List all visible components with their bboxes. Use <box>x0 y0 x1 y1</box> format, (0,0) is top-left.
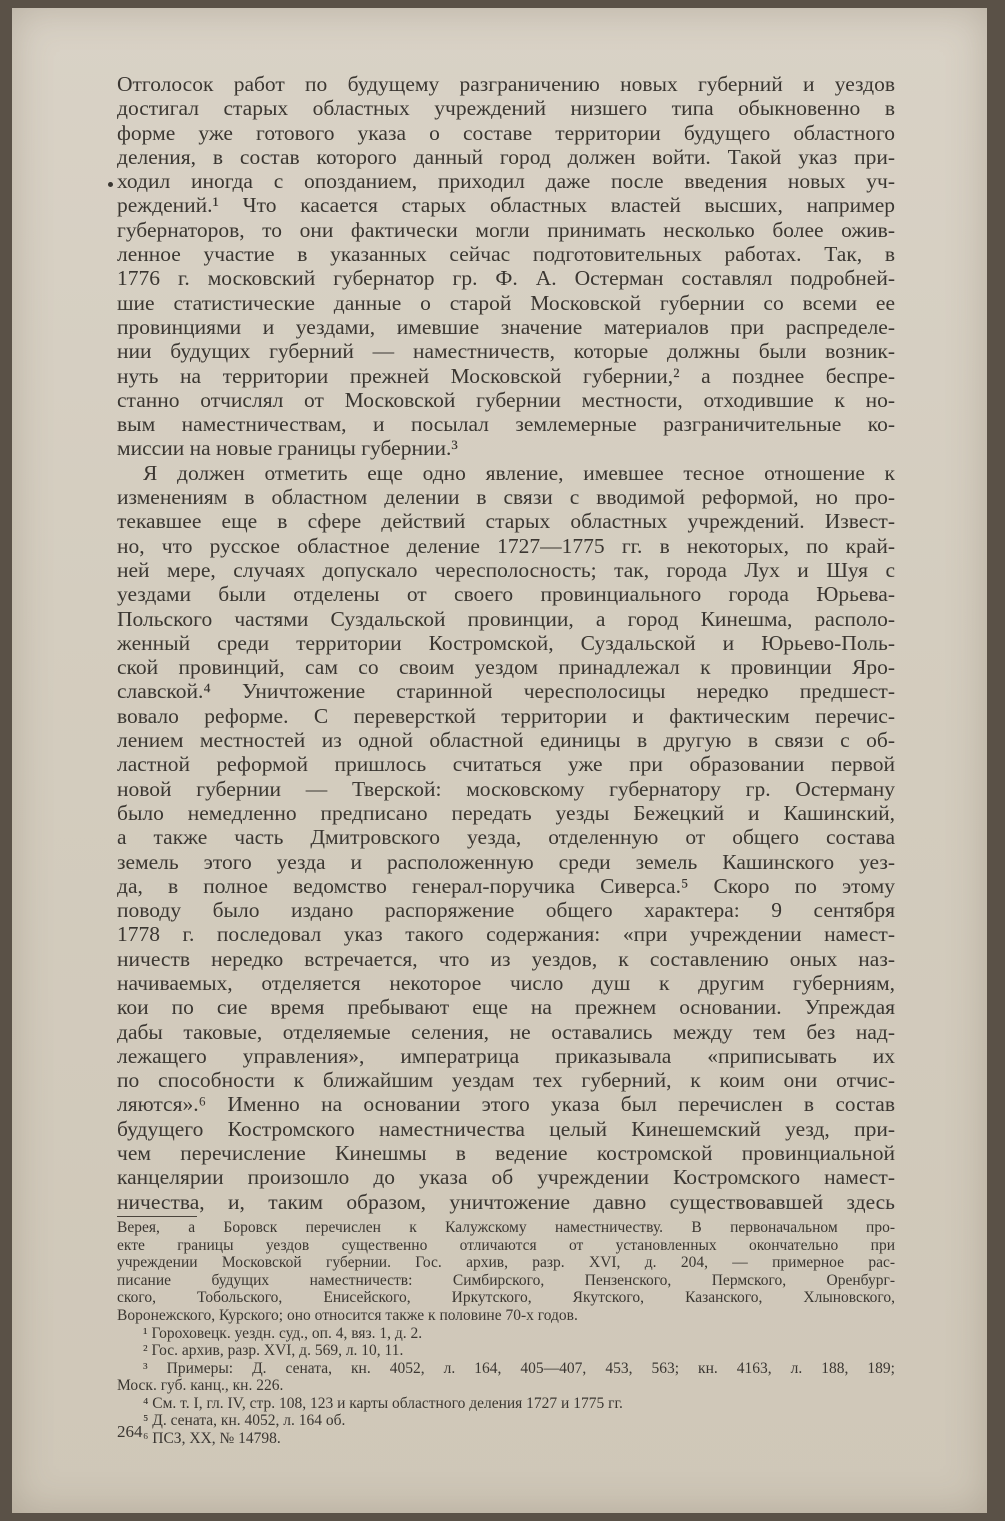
text-line-2: достигал старых областных учреждений низшего типа обыкновенно в <box>117 96 895 121</box>
footnote-line-11: ⁴ См. т. I, гл. IV, стр. 108, 123 и карты областного деления 1727 и 1775 гг. <box>143 1394 623 1412</box>
text-line-29: ластной реформой пришлось считаться уже при образовании первой <box>117 752 895 777</box>
text-line-31: было немедленно предписано передать уезды Бежецкий и Кашинский, <box>117 800 895 825</box>
text-line-16: миссии на новые границы губернии.³ <box>117 436 458 461</box>
text-line-44: будущего Костромского наместничества целый Кинешемский уезд, при- <box>117 1116 895 1141</box>
text-line-7: губернаторов, то они фактически могли принимать несколько более ожив- <box>117 217 895 242</box>
text-line-32: а также часть Дмитровского уезда, отделенную от общего состава <box>117 825 895 850</box>
text-line-14: станно отчислял от Московской губернии местности, отходившие к но- <box>117 387 895 412</box>
footnote-line-6: Воронежского, Курского; оно относится также к половине 70-х годов. <box>117 1306 578 1324</box>
text-line-13: нуть на территории прежней Московской губернии,² а позднее беспре- <box>117 363 895 388</box>
text-line-11: провинциями и уездами, имевшие значение материалов при распределе- <box>117 314 895 339</box>
text-line-35: поводу было издано распоряжение общего характера: 9 сентября <box>117 898 895 923</box>
footnote-line-1: Верея, а Боровск перечислен к Калужскому наместничеству. В первоначальном про- <box>117 1218 895 1236</box>
text-line-28: лением местностей из одной областной единицы в другую в связи с об- <box>117 728 895 753</box>
text-line-34: да, в полное ведомство генерал-поручика Сиверса.⁵ Скоро по этому <box>117 873 895 898</box>
footnote-line-7: ¹ Гороховецк. уездн. суд., оп. 4, вяз. 1, д. 2. <box>143 1324 423 1342</box>
footnote-line-4: писание будущих наместничеств: Симбирского, Пензенского, Пермского, Оренбург- <box>117 1271 895 1289</box>
main-text <box>117 72 895 1448</box>
text-line-8: ленное участие в указанных сейчас подготовительных работах. Так, в <box>117 242 895 267</box>
text-line-30: новой губернии — Тверской: московскому губернатору гр. Остерману <box>117 776 895 801</box>
footnote-line-2: екте границы уездов существенно отличаются от установленных окончательно при <box>117 1236 895 1254</box>
body-paragraphs <box>117 72 895 1214</box>
text-line-25: ской провинций, сам со своим уездом принадлежал к провинции Яро- <box>117 655 895 680</box>
text-line-20: но, что русское областное деление 1727—1775 гг. в некоторых, по край- <box>117 533 895 558</box>
text-line-36: 1778 г. последовал указ такого содержания: «при учреждении намест- <box>117 922 895 947</box>
text-line-21: ней мере, случаях допускало чересполосность; так, города Лух и Шуя с <box>117 557 895 582</box>
text-line-27: вовало реформе. С переверсткой территории и фактическим перечис- <box>117 703 895 728</box>
text-line-17: Я должен отметить еще одно явление, имевшее тесное отношение к <box>143 460 895 485</box>
text-line-45: чем перечисление Кинешмы в ведение костромской провинциальной <box>117 1141 895 1166</box>
text-line-6: реждений.¹ Что касается старых областных властей высших, например <box>117 193 895 218</box>
text-line-19: текавшее еще в сфере действий старых областных учреждений. Извест- <box>117 509 895 534</box>
text-line-37: ничеств нередко встречается, что из уездов, к составлению оных наз- <box>117 946 895 971</box>
text-line-38: начиваемых, отделяется некоторое число душ к другим губерниям, <box>117 970 895 995</box>
text-line-10: шие статистические данные о старой Московской губернии со всеми ее <box>117 290 895 315</box>
text-line-4: деления, в состав которого данный город должен войти. Такой указ при- <box>117 144 895 169</box>
page-number: 264 <box>117 1422 143 1441</box>
text-line-43: ляются».⁶ Именно на основании этого указа был перечислен в состав <box>117 1092 895 1117</box>
footnote-line-9: ³ Примеры: Д. сената, кн. 4052, л. 164, 405—407, 453, 563; кн. 4163, л. 188, 189; <box>143 1359 895 1377</box>
text-line-40: дабы таковые, отделяемые селения, не оставались между тем без над- <box>117 1019 895 1044</box>
footnote-line-12: ⁵ Д. сената, кн. 4052, л. 164 об. <box>143 1412 346 1430</box>
text-line-9: 1776 г. московский губернатор гр. Ф. А. Остерман составлял подробней- <box>117 266 895 291</box>
footnote-line-5: ского, Тобольского, Енисейского, Иркутского, Якутского, Казанского, Хлыновского, <box>117 1289 895 1307</box>
footnote-line-8: ² Гос. архив, разр. XVI, д. 569, л. 10, 11. <box>143 1342 404 1360</box>
text-line-42: по способности к ближайшим уездам тех губерний, к коим они отчис- <box>117 1068 895 1093</box>
footnote-line-10: Моск. губ. канц., кн. 226. <box>117 1377 284 1395</box>
text-line-1: Отголосок работ по будущему разграничению новых губерний и уездов <box>117 72 895 96</box>
text-line-47: ничества, и, таким образом, уничтожение давно существовавшей здесь <box>117 1189 895 1214</box>
text-line-12: нии будущих губерний — наместничеств, которые должны были возник- <box>117 339 895 364</box>
text-line-15: вым наместничествам, и посылал землемерные разграничительные ко- <box>117 412 895 437</box>
text-line-5: ходил иногда с опозданием, приходил даже после введения новых уч- <box>117 169 895 194</box>
text-line-23: Польского частями Суздальской провинции, а город Кинешма, располо- <box>117 606 895 631</box>
footnote-separator <box>117 1216 197 1217</box>
footnote-line-13: ⁶ ПСЗ, XX, № 14798. <box>143 1430 281 1448</box>
document-page <box>12 8 987 1513</box>
text-line-33: земель этого уезда и расположенную среди земель Кашинского уез- <box>117 849 895 874</box>
text-line-41: лежащего управления», императрица приказывала «приписывать их <box>117 1043 895 1068</box>
footnote-line-3: учреждении Московской губернии. Гос. архив, разр. XVI, д. 204, — примерное рас- <box>117 1254 895 1272</box>
text-line-26: славской.⁴ Уничтожение старинной чересполосицы нередко предшест- <box>117 679 895 704</box>
text-line-22: уездами были отделены от своего провинциального города Юрьева- <box>117 582 895 607</box>
text-line-39: кои по сие время пребывают еще на прежнем основании. Упреждая <box>117 995 895 1020</box>
text-line-24: женный среди территории Костромской, Суздальской и Юрьево-Поль- <box>117 630 895 655</box>
text-line-3: форме уже готового указа о составе территории будущего областного <box>117 120 895 145</box>
text-line-18: изменениям в областном делении в связи с вводимой реформой, но про- <box>117 485 895 510</box>
footnotes <box>117 1219 895 1448</box>
text-line-46: канцелярии произошло до указа об учреждении Костромского намест- <box>117 1165 895 1190</box>
margin-mark <box>108 182 113 187</box>
